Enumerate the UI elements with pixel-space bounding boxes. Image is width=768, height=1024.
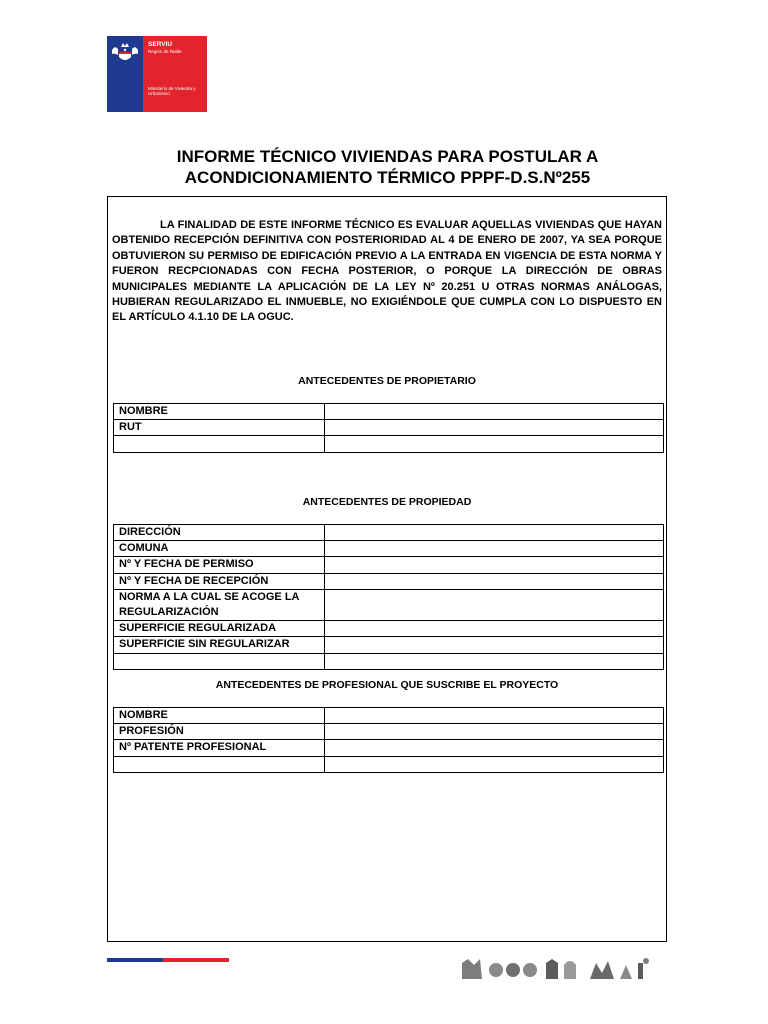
logo-region: Región de Ñuble xyxy=(148,49,182,54)
form-row xyxy=(114,637,664,653)
field-label: Nº Y FECHA DE RECEPCIÓN xyxy=(114,573,325,589)
form-row xyxy=(114,621,664,637)
field-value[interactable] xyxy=(325,525,664,541)
field-label: DIRECCIÓN xyxy=(114,525,325,541)
form-row xyxy=(114,724,664,740)
field-label: COMUNA xyxy=(114,541,325,557)
form-row xyxy=(114,525,664,541)
footer-red-line xyxy=(163,958,229,962)
logo-blue-band xyxy=(107,36,143,112)
field-value[interactable] xyxy=(325,589,664,620)
field-label: NOMBRE xyxy=(114,404,325,420)
section-heading-propiedad: ANTECEDENTES DE PROPIEDAD xyxy=(302,496,472,508)
field-label xyxy=(114,436,325,452)
field-value[interactable] xyxy=(325,420,664,436)
field-value[interactable] xyxy=(325,653,664,669)
document-title xyxy=(107,146,668,188)
section-heading-profesional: ANTECEDENTES DE PROFESIONAL QUE SUSCRIBE EL PROYECTO xyxy=(215,679,559,691)
field-label xyxy=(114,653,325,669)
field-value[interactable] xyxy=(325,541,664,557)
section-heading-propietario: ANTECEDENTES DE PROPIETARIO xyxy=(298,375,476,387)
profesional-table xyxy=(113,707,664,773)
propietario-table xyxy=(113,403,664,453)
field-label: RUT xyxy=(114,420,325,436)
field-value[interactable] xyxy=(325,637,664,653)
field-value[interactable] xyxy=(325,557,664,573)
coat-of-arms-icon xyxy=(110,40,140,66)
footer-blue-line xyxy=(107,958,163,962)
form-row xyxy=(114,740,664,756)
logo-ministry: Ministerio de Vivienda y Urbanismo xyxy=(148,86,196,97)
form-row xyxy=(114,756,664,772)
serviu-logo xyxy=(107,36,207,112)
logo-name: SERVIU xyxy=(148,41,173,48)
field-label: Nº Y FECHA DE PERMISO xyxy=(114,557,325,573)
footer-institutional-logos xyxy=(460,955,655,985)
form-row xyxy=(114,420,664,436)
form-row xyxy=(114,653,664,669)
field-value[interactable] xyxy=(325,724,664,740)
form-row xyxy=(114,541,664,557)
form-row xyxy=(114,404,664,420)
field-value[interactable] xyxy=(325,740,664,756)
field-label: SUPERFICIE SIN REGULARIZAR xyxy=(114,637,325,653)
field-value[interactable] xyxy=(325,436,664,452)
form-row xyxy=(114,708,664,724)
field-value[interactable] xyxy=(325,756,664,772)
form-row xyxy=(114,589,664,620)
field-label: NOMBRE xyxy=(114,708,325,724)
field-label: NORMA A LA CUAL SE ACOGE LA REGULARIZACIÓN xyxy=(114,589,325,620)
field-value[interactable] xyxy=(325,404,664,420)
form-row xyxy=(114,436,664,452)
title-line-1: INFORME TÉCNICO VIVIENDAS PARA POSTULAR A xyxy=(176,147,599,166)
field-value[interactable] xyxy=(325,573,664,589)
field-value[interactable] xyxy=(325,708,664,724)
form-row xyxy=(114,557,664,573)
field-label xyxy=(114,756,325,772)
title-line-2: ACONDICIONAMIENTO TÉRMICO PPPF-D.S.Nº255 xyxy=(184,168,591,187)
propiedad-table xyxy=(113,524,664,670)
form-row xyxy=(114,573,664,589)
field-label: PROFESIÓN xyxy=(114,724,325,740)
intro-paragraph: LA FINALIDAD DE ESTE INFORME TÉCNICO ES EVALUAR AQUELLAS VIVIENDAS QUE HAYAN OBTENIDO RECEPCIÓN DEFINITIVA CON POSTERIORIDAD AL 4 DE ENERO DE 2007, YA SEA PORQUE OBTUVIERON SU PERMISO DE EDIFICACIÓN PREVIO A LA ENTRADA EN VIGENCIA DE ESTA NORMA Y FUERON RECPCIONADAS CON FECHA POSTERIOR, O PORQUE LA DIRECCIÓN DE OBRAS MUNICIPALES MEDIANTE LA APLICACIÓN DE LA LEY Nº 20.251 U OTRAS NORMAS ANÁLOGAS, HUBIERAN REGULARIZADO EL INMUEBLE, NO EXIGIÉNDOLE QUE CUMPLA CON LO DISPUESTO EN EL ARTÍCULO 4.1.10 DE LA OGUC. xyxy=(112,219,662,324)
field-label: Nº PATENTE PROFESIONAL xyxy=(114,740,325,756)
field-label: SUPERFICIE REGULARIZADA xyxy=(114,621,325,637)
field-value[interactable] xyxy=(325,621,664,637)
